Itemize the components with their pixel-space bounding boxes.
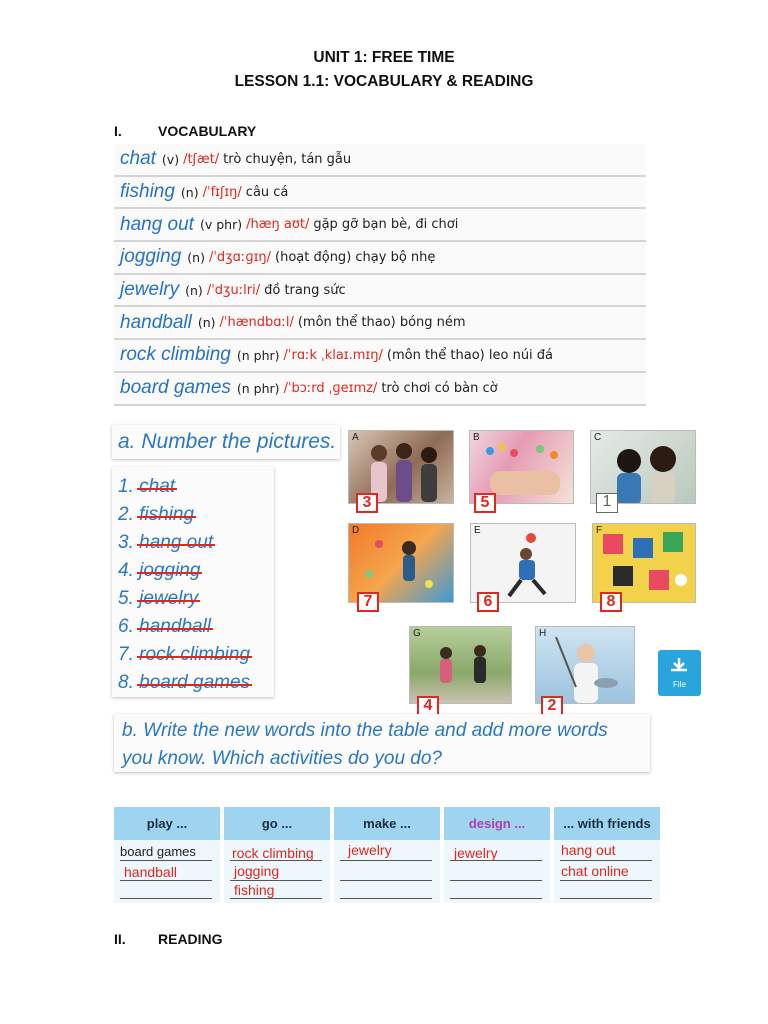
category-value: jewelry — [348, 842, 392, 858]
picture-h-fishing — [535, 626, 635, 704]
file-download-button[interactable] — [658, 650, 701, 696]
answer-line — [230, 880, 322, 881]
runners-illustration — [410, 627, 512, 704]
download-icon — [658, 650, 701, 678]
vocab-pos: (n) — [187, 249, 205, 265]
category-column-make — [334, 807, 442, 903]
vocab-meaning: trò chơi có bàn cờ — [381, 380, 498, 396]
section-label: READING — [158, 931, 223, 947]
picture-letter: C — [594, 432, 602, 443]
answer-badge: 3 — [356, 493, 378, 513]
category-column-go — [224, 807, 332, 903]
answer-line — [560, 880, 652, 881]
category-value: hang out — [561, 842, 616, 858]
picture-g-jogging — [409, 626, 512, 704]
category-body — [114, 840, 222, 903]
picture-letter: F — [596, 525, 603, 536]
picture-letter: G — [413, 628, 421, 639]
vocab-pos: (v) — [161, 151, 180, 167]
vocab-word: handball — [120, 311, 192, 333]
struck-word: jewelry — [139, 585, 198, 613]
category-value: handball — [124, 864, 177, 880]
category-header: design ... — [444, 807, 552, 840]
item-number: 1. — [118, 476, 134, 497]
answer-line — [120, 860, 212, 861]
vocab-row — [114, 144, 646, 177]
vocab-word: chat — [120, 148, 156, 170]
vocab-pos: (v phr) — [199, 217, 243, 233]
vocab-ipa: /ˈfɪʃɪŋ/ — [202, 184, 242, 200]
category-body — [554, 840, 662, 903]
category-value: board games — [120, 844, 196, 859]
category-body — [444, 840, 552, 903]
picture-d-rock-climbing — [348, 523, 454, 603]
picture-letter: B — [473, 432, 480, 443]
list-item — [118, 613, 274, 641]
list-item — [118, 529, 274, 557]
answer-line — [450, 898, 542, 899]
vocab-ipa: /ˈhændbɑːl/ — [219, 315, 294, 331]
answer-badge: 4 — [417, 696, 439, 716]
item-number: 5. — [118, 588, 134, 609]
answer-line — [230, 898, 322, 899]
answer-badge: 7 — [357, 592, 379, 612]
category-value: jogging — [234, 863, 280, 879]
vocab-ipa: /tʃæt/ — [183, 151, 220, 167]
category-value: fishing — [234, 882, 275, 898]
picture-f-board-games — [592, 523, 696, 603]
picture-letter: A — [352, 432, 359, 443]
vocab-meaning: gặp gỡ bạn bè, đi chơi — [313, 217, 459, 233]
item-number: 4. — [118, 560, 134, 581]
item-number: 8. — [118, 672, 134, 693]
struck-word: hang out — [139, 529, 213, 557]
answer-badge: 6 — [477, 592, 499, 612]
vocab-pos: (n phr) — [236, 347, 280, 363]
struck-word: handball — [139, 613, 211, 641]
picture-letter: H — [539, 628, 547, 639]
list-item — [118, 669, 274, 697]
category-body — [334, 840, 442, 903]
list-item — [118, 585, 274, 613]
answer-badge: 1 — [596, 493, 618, 513]
vocab-pos: (n) — [185, 282, 203, 298]
category-header: go ... — [224, 807, 332, 840]
exercise-a-word-list — [112, 467, 274, 697]
vocab-word: board games — [120, 377, 231, 399]
category-header: make ... — [334, 807, 442, 840]
vocab-row — [114, 242, 646, 275]
vocab-meaning: (môn thể thao) leo núi đá — [386, 347, 554, 363]
lesson-title: LESSON 1.1: VOCABULARY & READING — [234, 73, 534, 90]
vocab-meaning: (hoạt động) chạy bộ nhẹ — [275, 249, 436, 265]
vocab-ipa: /ˈdʒɑːɡɪŋ/ — [208, 249, 272, 265]
category-header: play ... — [114, 807, 222, 840]
answer-line — [450, 880, 542, 881]
category-value: jewelry — [454, 845, 498, 861]
vocab-meaning: (môn thể thao) bóng ném — [297, 315, 466, 331]
vocab-meaning: đồ trang sức — [264, 282, 346, 298]
struck-word: jogging — [139, 557, 200, 585]
category-value: chat online — [561, 863, 629, 879]
section-number: II. — [114, 931, 126, 947]
picture-letter: E — [474, 525, 481, 536]
category-column-design — [444, 807, 552, 903]
vocab-pos: (n phr) — [236, 380, 280, 396]
section-number: I. — [114, 123, 122, 139]
item-number: 3. — [118, 532, 134, 553]
answer-line — [340, 880, 432, 881]
vocab-ipa: /ˈdʒuːlri/ — [206, 282, 261, 298]
list-item — [118, 557, 274, 585]
vocab-ipa: /hæŋ aʊt/ — [246, 217, 310, 233]
struck-word: rock climbing — [139, 641, 250, 669]
vocab-word: fishing — [120, 181, 175, 203]
exercise-b-heading: b. Write the new words into the table and add more words you know. Which activities do you do? — [114, 714, 650, 772]
category-table — [114, 807, 664, 903]
vocab-row — [114, 373, 646, 406]
item-number: 2. — [118, 504, 134, 525]
struck-word: chat — [139, 473, 175, 501]
vocab-meaning: câu cá — [245, 184, 289, 200]
category-body — [224, 840, 332, 903]
vocabulary-table — [114, 144, 646, 406]
vocab-pos: (n) — [180, 184, 199, 200]
category-column-with-friends — [554, 807, 662, 903]
vocab-word: rock climbing — [120, 344, 231, 366]
answer-line — [560, 898, 652, 899]
list-item — [118, 473, 274, 501]
item-number: 6. — [118, 616, 134, 637]
category-value: rock climbing — [232, 845, 314, 861]
struck-word: board games — [139, 669, 250, 697]
answer-badge: 8 — [600, 592, 622, 612]
vocab-row — [114, 275, 646, 308]
picture-e-handball — [470, 523, 576, 603]
struck-word: fishing — [139, 501, 194, 529]
vocab-meaning: trò chuyện, tán gẫu — [223, 151, 352, 167]
fisher-illustration — [536, 627, 635, 704]
vocab-ipa: /ˈrɑːk ˌklaɪ.mɪŋ/ — [283, 347, 383, 363]
list-item — [118, 641, 274, 669]
vocab-ipa: /ˈbɔːrd ˌɡeɪmz/ — [283, 380, 378, 396]
category-column-play — [114, 807, 222, 903]
exercise-a-heading: a. Number the pictures. — [112, 425, 340, 459]
vocab-word: jogging — [120, 246, 182, 268]
answer-line — [560, 860, 652, 861]
vocab-pos: (n) — [197, 315, 216, 331]
unit-title: UNIT 1: FREE TIME — [313, 49, 455, 66]
vocab-word: jewelry — [120, 279, 180, 301]
vocab-row — [114, 340, 646, 373]
category-header: ... with friends — [554, 807, 662, 840]
item-number: 7. — [118, 644, 134, 665]
answer-line — [340, 898, 432, 899]
vocab-row — [114, 209, 646, 242]
answer-badge: 5 — [474, 493, 496, 513]
picture-letter: D — [352, 525, 360, 536]
file-button-label: File — [673, 680, 686, 689]
vocab-row — [114, 307, 646, 340]
answer-line — [120, 880, 212, 881]
answer-line — [120, 898, 212, 899]
answer-badge: 2 — [541, 696, 563, 716]
section-label: VOCABULARY — [158, 123, 257, 139]
vocab-row — [114, 177, 646, 210]
vocab-word: hang out — [120, 213, 194, 235]
answer-line — [340, 860, 432, 861]
list-item — [118, 501, 274, 529]
